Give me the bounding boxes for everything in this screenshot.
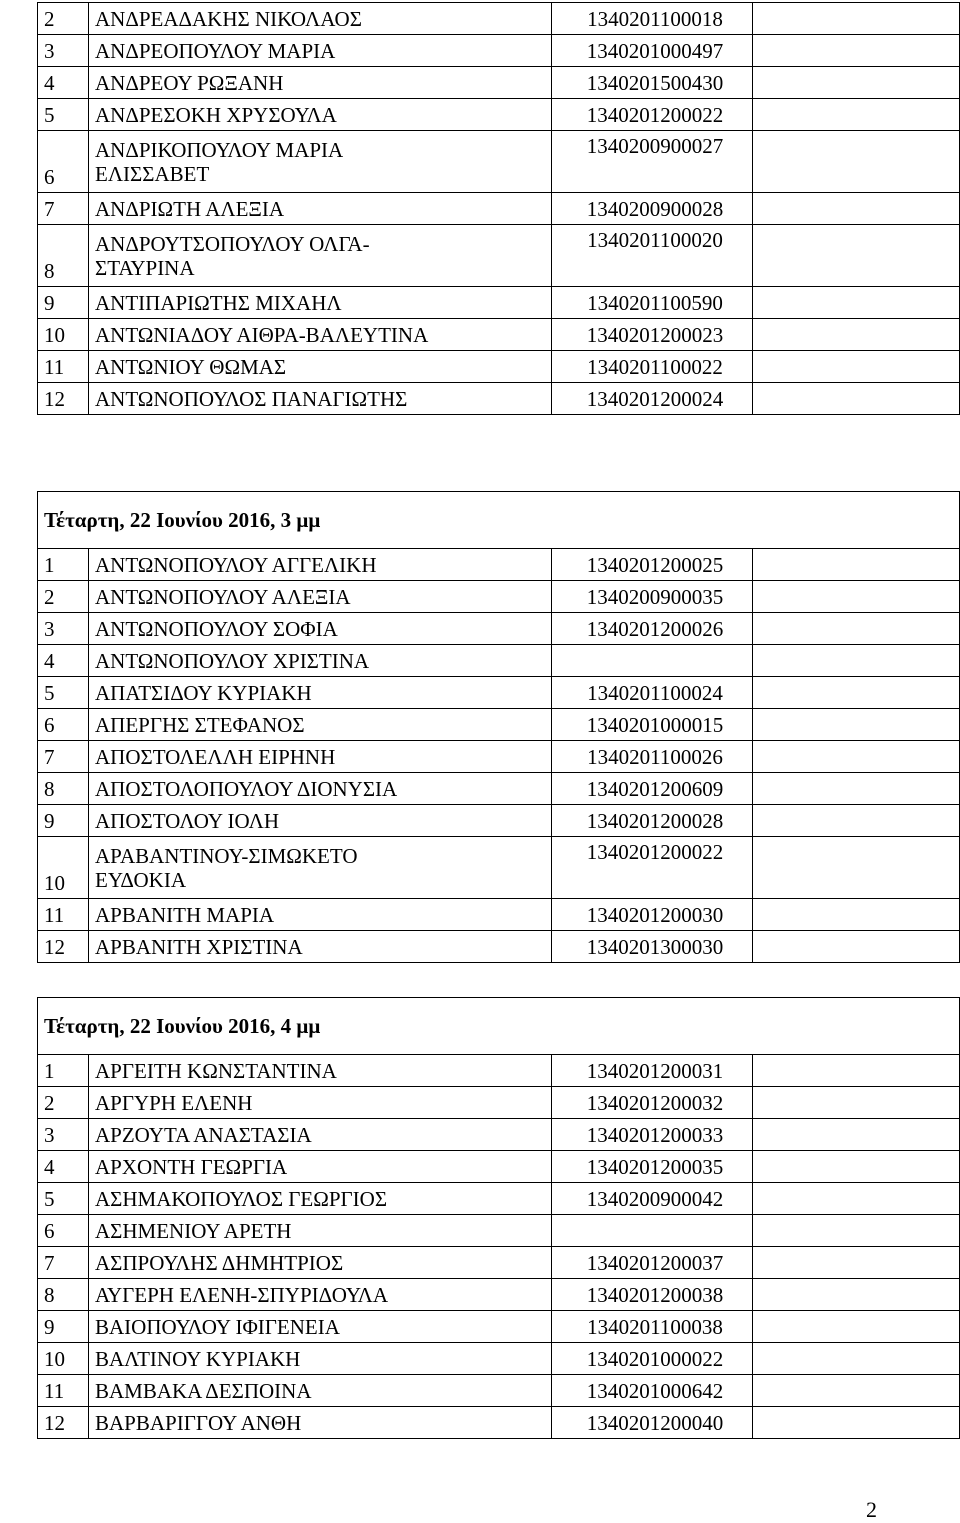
registration-code: 1340201100590 — [552, 287, 753, 319]
empty-cell — [753, 1247, 960, 1279]
table-row — [38, 1311, 960, 1343]
table-row — [38, 1183, 960, 1215]
empty-cell — [753, 741, 960, 773]
table-row — [38, 225, 960, 287]
empty-cell — [753, 837, 960, 899]
table-row — [38, 805, 960, 837]
empty-cell — [753, 1119, 960, 1151]
table-row — [38, 741, 960, 773]
row-number: 6 — [38, 1215, 89, 1247]
candidate-name: ΑΝΤΩΝΟΠΟΥΛΟΥ ΧΡΙΣΤΙΝΑ — [89, 645, 552, 677]
candidate-name: ΒΑΡΒΑΡΙΓΓΟΥ ΑΝΘΗ — [89, 1407, 552, 1439]
table-row — [38, 1407, 960, 1439]
candidate-name: ΑΝΔΡΕΑΔΑΚΗΣ ΝΙΚΟΛΑΟΣ — [89, 3, 552, 35]
empty-cell — [753, 1279, 960, 1311]
table-row — [38, 1375, 960, 1407]
row-number: 3 — [38, 613, 89, 645]
row-number: 9 — [38, 805, 89, 837]
empty-cell — [753, 1215, 960, 1247]
registration-code: 1340201000015 — [552, 709, 753, 741]
candidate-name: ΑΠΟΣΤΟΛΟΥ ΙΟΛΗ — [89, 805, 552, 837]
empty-cell — [753, 899, 960, 931]
table-row — [38, 1087, 960, 1119]
candidate-name: ΑΝΤΩΝΙΟΥ ΘΩΜΑΣ — [89, 351, 552, 383]
empty-cell — [753, 383, 960, 415]
empty-cell — [753, 287, 960, 319]
candidate-name: ΑΝΤΩΝΟΠΟΥΛΟΥ ΑΛΕΞΙΑ — [89, 581, 552, 613]
registration-code: 1340201200030 — [552, 899, 753, 931]
candidate-name: ΑΡΧΟΝΤΗ ΓΕΩΡΓΙΑ — [89, 1151, 552, 1183]
candidate-name: ΑΠΕΡΓΗΣ ΣΤΕΦΑΝΟΣ — [89, 709, 552, 741]
row-number: 7 — [38, 741, 89, 773]
registration-code: 1340201200024 — [552, 383, 753, 415]
row-number: 2 — [38, 3, 89, 35]
empty-cell — [753, 581, 960, 613]
table-row — [38, 287, 960, 319]
empty-cell — [753, 773, 960, 805]
table-row — [38, 319, 960, 351]
empty-cell — [753, 549, 960, 581]
registration-code: 1340201200609 — [552, 773, 753, 805]
empty-cell — [753, 613, 960, 645]
table-row — [38, 931, 960, 963]
row-number: 12 — [38, 931, 89, 963]
table-row — [38, 1247, 960, 1279]
empty-cell — [753, 1087, 960, 1119]
empty-cell — [753, 193, 960, 225]
candidate-name: ΑΝΤΙΠΑΡΙΩΤΗΣ ΜΙΧΑΗΛ — [89, 287, 552, 319]
table-row — [38, 99, 960, 131]
table-row — [38, 131, 960, 193]
registration-code: 1340201200040 — [552, 1407, 753, 1439]
row-number: 4 — [38, 645, 89, 677]
candidate-name: ΑΡΒΑΝΙΤΗ ΧΡΙΣΤΙΝΑ — [89, 931, 552, 963]
candidate-name-line-1: ΑΝΔΡΟΥΤΣΟΠΟΥΛΟΥ ΟΛΓΑ- — [95, 231, 370, 256]
row-number: 12 — [38, 1407, 89, 1439]
registration-code — [552, 645, 753, 677]
row-number: 5 — [38, 677, 89, 709]
empty-cell — [753, 931, 960, 963]
candidate-name: ΑΝΔΡΕΣΟΚΗ ΧΡΥΣΟΥΛΑ — [89, 99, 552, 131]
registration-code: 1340201200026 — [552, 613, 753, 645]
table-row — [38, 677, 960, 709]
registration-code: 1340201200022 — [552, 837, 753, 899]
row-number: 5 — [38, 99, 89, 131]
registration-code: 1340201100022 — [552, 351, 753, 383]
empty-cell — [753, 1055, 960, 1087]
registration-code: 1340201500430 — [552, 67, 753, 99]
empty-cell — [753, 805, 960, 837]
session-heading: Τέταρτη, 22 Ιουνίου 2016, 4 μμ — [38, 998, 960, 1055]
empty-cell — [753, 645, 960, 677]
registration-code: 1340201100018 — [552, 3, 753, 35]
empty-cell — [753, 677, 960, 709]
empty-cell — [753, 67, 960, 99]
candidate-name — [89, 225, 552, 287]
row-number: 11 — [38, 351, 89, 383]
table-row — [38, 613, 960, 645]
table-row — [38, 383, 960, 415]
empty-cell — [753, 1375, 960, 1407]
table-row — [38, 193, 960, 225]
candidate-name: ΑΝΤΩΝΟΠΟΥΛΟΣ ΠΑΝΑΓΙΩΤΗΣ — [89, 383, 552, 415]
empty-cell — [753, 131, 960, 193]
row-number: 12 — [38, 383, 89, 415]
empty-cell — [753, 1407, 960, 1439]
empty-cell — [753, 319, 960, 351]
candidate-name — [89, 131, 552, 193]
row-number: 1 — [38, 549, 89, 581]
row-number: 9 — [38, 287, 89, 319]
candidate-name: ΑΣΗΜΑΚΟΠΟΥΛΟΣ ΓΕΩΡΓΙΟΣ — [89, 1183, 552, 1215]
registration-code: 1340201200031 — [552, 1055, 753, 1087]
registration-code: 1340201200037 — [552, 1247, 753, 1279]
session-heading-row — [38, 998, 960, 1055]
table-row — [38, 351, 960, 383]
row-number: 4 — [38, 67, 89, 99]
registration-code: 1340201000497 — [552, 35, 753, 67]
row-number: 7 — [38, 1247, 89, 1279]
row-number: 11 — [38, 1375, 89, 1407]
row-number: 10 — [38, 1343, 89, 1375]
registration-code: 1340201000642 — [552, 1375, 753, 1407]
registration-code: 1340200900042 — [552, 1183, 753, 1215]
page-number: 2 — [866, 1497, 877, 1522]
registration-code: 1340201200032 — [552, 1087, 753, 1119]
row-number: 8 — [38, 773, 89, 805]
row-number: 8 — [38, 225, 89, 287]
empty-cell — [753, 35, 960, 67]
empty-cell — [753, 1311, 960, 1343]
candidate-name: ΑΡΓΥΡΗ ΕΛΕΝΗ — [89, 1087, 552, 1119]
table-row — [38, 1055, 960, 1087]
candidate-name: ΑΠΟΣΤΟΛΟΠΟΥΛΟΥ ΔΙΟΝΥΣΙΑ — [89, 773, 552, 805]
empty-cell — [753, 351, 960, 383]
table-row — [38, 1343, 960, 1375]
table-row — [38, 549, 960, 581]
candidate-name-line-1: ΑΡΑΒΑΝΤΙΝΟΥ-ΣΙΜΩΚΕΤΟ — [95, 843, 358, 868]
candidate-table-section-2 — [37, 491, 960, 963]
registration-code: 1340201200035 — [552, 1151, 753, 1183]
registration-code: 1340201200028 — [552, 805, 753, 837]
candidate-table-section-3 — [37, 997, 960, 1439]
empty-cell — [753, 1183, 960, 1215]
row-number: 1 — [38, 1055, 89, 1087]
empty-cell — [753, 1151, 960, 1183]
session-heading-row — [38, 492, 960, 549]
candidate-name: ΑΡΒΑΝΙΤΗ ΜΑΡΙΑ — [89, 899, 552, 931]
registration-code: 1340201200023 — [552, 319, 753, 351]
empty-cell — [753, 709, 960, 741]
candidate-name: ΑΡΓΕΙΤΗ ΚΩΝΣΤΑΝΤΙΝΑ — [89, 1055, 552, 1087]
candidate-name: ΒΑΛΤΙΝΟΥ ΚΥΡΙΑΚΗ — [89, 1343, 552, 1375]
registration-code — [552, 1215, 753, 1247]
candidate-name: ΑΥΓΕΡΗ ΕΛΕΝΗ-ΣΠΥΡΙΔΟΥΛΑ — [89, 1279, 552, 1311]
registration-code: 1340201200038 — [552, 1279, 753, 1311]
candidate-name: ΑΡΖΟΥΤΑ ΑΝΑΣΤΑΣΙΑ — [89, 1119, 552, 1151]
candidate-name: ΑΝΔΡΕΟΥ ΡΩΞΑΝΗ — [89, 67, 552, 99]
row-number: 6 — [38, 709, 89, 741]
table-row — [38, 35, 960, 67]
candidate-name: ΑΝΤΩΝΟΠΟΥΛΟΥ ΑΓΓΕΛΙΚΗ — [89, 549, 552, 581]
table-row — [38, 1119, 960, 1151]
empty-cell — [753, 3, 960, 35]
registration-code: 1340201200022 — [552, 99, 753, 131]
table-row — [38, 1215, 960, 1247]
row-number: 3 — [38, 35, 89, 67]
empty-cell — [753, 1343, 960, 1375]
row-number: 2 — [38, 581, 89, 613]
registration-code: 1340201000022 — [552, 1343, 753, 1375]
candidate-name: ΑΣΠΡΟΥΛΗΣ ΔΗΜΗΤΡΙΟΣ — [89, 1247, 552, 1279]
registration-code: 1340201100026 — [552, 741, 753, 773]
registration-code: 1340201200025 — [552, 549, 753, 581]
registration-code: 1340201300030 — [552, 931, 753, 963]
row-number: 3 — [38, 1119, 89, 1151]
candidate-name-line-2: ΣΤΑΥΡΙΝΑ — [95, 255, 195, 280]
row-number: 5 — [38, 1183, 89, 1215]
row-number: 7 — [38, 193, 89, 225]
candidate-name: ΒΑΙΟΠΟΥΛΟΥ ΙΦΙΓΕΝΕΙΑ — [89, 1311, 552, 1343]
candidate-name — [89, 837, 552, 899]
registration-code: 1340201200033 — [552, 1119, 753, 1151]
row-number: 11 — [38, 899, 89, 931]
registration-code: 1340200900035 — [552, 581, 753, 613]
table-row — [38, 3, 960, 35]
row-number: 2 — [38, 1087, 89, 1119]
table-row — [38, 581, 960, 613]
candidate-name: ΑΝΔΡΙΩΤΗ ΑΛΕΞΙΑ — [89, 193, 552, 225]
empty-cell — [753, 99, 960, 131]
row-number: 6 — [38, 131, 89, 193]
candidate-name: ΑΝΤΩΝΟΠΟΥΛΟΥ ΣΟΦΙΑ — [89, 613, 552, 645]
table-row — [38, 837, 960, 899]
candidate-name: ΑΝΔΡΕΟΠΟΥΛΟΥ ΜΑΡΙΑ — [89, 35, 552, 67]
table-row — [38, 1151, 960, 1183]
table-row — [38, 773, 960, 805]
registration-code: 1340200900028 — [552, 193, 753, 225]
candidate-name: ΑΣΗΜΕΝΙΟΥ ΑΡΕΤΗ — [89, 1215, 552, 1247]
table-row — [38, 709, 960, 741]
table-row — [38, 899, 960, 931]
row-number: 10 — [38, 319, 89, 351]
candidate-table-section-1 — [37, 2, 960, 415]
candidate-name-line-1: ΑΝΔΡΙΚΟΠΟΥΛΟΥ ΜΑΡΙΑ — [95, 137, 344, 162]
candidate-name: ΒΑΜΒΑΚΑ ΔΕΣΠΟΙΝΑ — [89, 1375, 552, 1407]
row-number: 10 — [38, 837, 89, 899]
registration-code: 1340201100024 — [552, 677, 753, 709]
registration-code: 1340201100038 — [552, 1311, 753, 1343]
table-row — [38, 1279, 960, 1311]
empty-cell — [753, 225, 960, 287]
table-row — [38, 67, 960, 99]
candidate-name: ΑΠΑΤΣΙΔΟΥ ΚΥΡΙΑΚΗ — [89, 677, 552, 709]
table-row — [38, 645, 960, 677]
candidate-name: ΑΝΤΩΝΙΑΔΟΥ ΑΙΘΡΑ-ΒΑΛΕΥΤΙΝΑ — [89, 319, 552, 351]
registration-code: 1340200900027 — [552, 131, 753, 193]
candidate-name: ΑΠΟΣΤΟΛΕΛΛΗ ΕΙΡΗΝΗ — [89, 741, 552, 773]
session-heading: Τέταρτη, 22 Ιουνίου 2016, 3 μμ — [38, 492, 960, 549]
candidate-name-line-2: ΕΥΔΟΚΙΑ — [95, 867, 186, 892]
row-number: 4 — [38, 1151, 89, 1183]
registration-code: 1340201100020 — [552, 225, 753, 287]
candidate-name-line-2: ΕΛΙΣΣΑΒΕΤ — [95, 161, 210, 186]
row-number: 9 — [38, 1311, 89, 1343]
row-number: 8 — [38, 1279, 89, 1311]
